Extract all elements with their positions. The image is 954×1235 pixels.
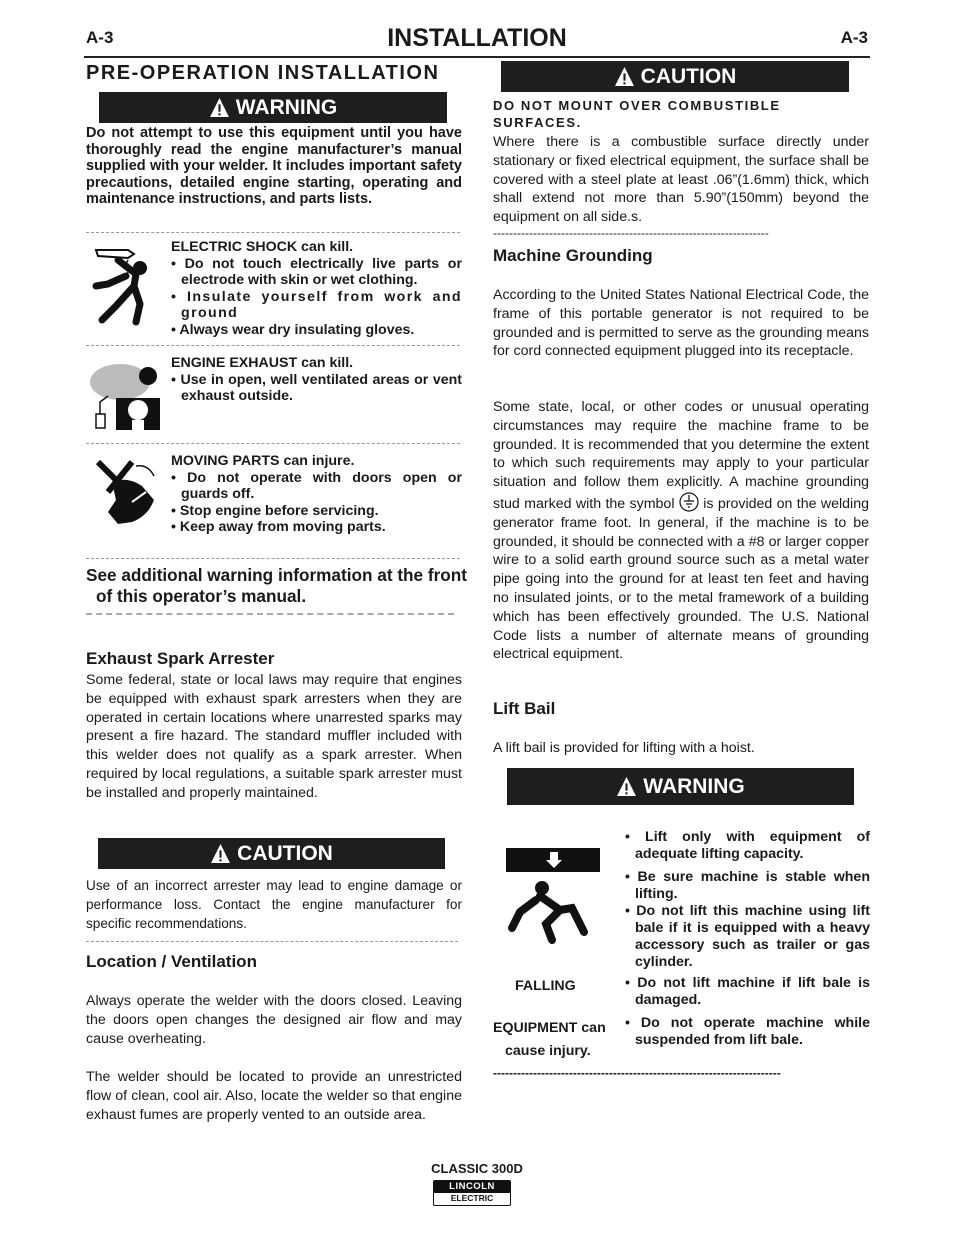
hazard-bullet: • Insulate yourself from work and ground — [171, 288, 462, 322]
falling-caption-1: FALLING — [515, 978, 576, 994]
location-heading: Location / Ventilation — [86, 952, 257, 971]
page-number-left: A-3 — [86, 28, 114, 47]
hazard-bullet: • Stop engine before servicing. — [171, 502, 379, 519]
grounding-paragraph-1: According to the United States National Electrical Code, the frame of this portable generator is not required to be grounded and is permitted to serve as the grounding means for cord connected equipment plugged into its receptacle. — [493, 287, 869, 360]
falling-equipment-icon — [506, 848, 602, 944]
hazard-moving-parts — [171, 453, 462, 536]
hazard-bullet: • Do not touch electrically live parts or electrode with skin or wet clothing. — [171, 255, 462, 289]
divider — [86, 443, 460, 444]
caution-label: CAUTION — [237, 841, 333, 865]
location-paragraph-2: The welder should be located to provide an unrestricted flow of clean, cool air. Also, locate the welder so that engine exhaust fumes are properly vented to an outside area. — [86, 1069, 462, 1123]
spark-arrester-heading: Exhaust Spark Arrester — [86, 649, 275, 668]
spark-arrester-text: Some federal, state or local laws may require that engines be equipped with exhaust spark arresters when they are operated in certain locations where unarrested sparks may present a fire hazard. The standard muffler included with this welder does not qualify as a spark arrester. When required by local regulations, a suitable spark arrester must be installed and properly maintained. — [86, 672, 462, 801]
lift-bullet: • Do not lift this machine using lift bale if it is equipped with a heavy accessory such as trailer or gas cylinder. — [625, 903, 870, 970]
divider — [86, 345, 460, 346]
grounding-paragraph-2 — [493, 398, 869, 664]
see-additional-warning: See additional warning information at the front of this operator’s manual. — [86, 565, 468, 606]
lift-bullet: • Lift only with equipment of adequate lifting capacity. — [625, 829, 870, 862]
hazard-title: MOVING PARTS can injure. — [171, 453, 355, 469]
combustible-text: Where there is a combustible surface directly under stationary or fixed electrical equipment, the surface shall be covered with a steel plate at least .06”(1.6mm) thick, which shall extend not more than 5.90”(150mm) beyond the equipment on all side.s. — [493, 134, 869, 226]
caution-text: Use of an incorrect arrester may lead to engine damage or performance loss. Contact the engine manufacturer for specific recommendations. — [86, 878, 462, 931]
moving-parts-icon — [92, 456, 162, 528]
warning-banner-right — [507, 768, 854, 805]
page-title: INSTALLATION — [387, 24, 567, 52]
divider — [86, 558, 460, 559]
footer-model: CLASSIC 300D — [431, 1161, 523, 1176]
hazard-bullet: • Do not operate with doors open or guards off. — [171, 469, 462, 503]
warning-icon — [210, 843, 231, 864]
grounding-paragraph-2b: is provided on the welding generator frame foot. In general, if the machine is to be grounded, it should be connected with a #8 or larger copper wire to a solid earth ground source such as a metal water pipe going into the ground for at least ten feet and having no insulated joints, or to the metal framework of a building which has been effectively grounded. The U.S. National Code lists a number of alternate means of grounding electrical equipment. — [493, 495, 869, 663]
logo-top: LINCOLN — [434, 1181, 510, 1193]
engine-exhaust-icon — [86, 358, 164, 436]
electric-shock-icon — [88, 246, 156, 326]
divider — [86, 941, 458, 942]
hazard-engine-exhaust — [171, 355, 462, 405]
logo-bottom: ELECTRIC — [450, 1193, 494, 1203]
section-title: PRE-OPERATION INSTALLATION — [86, 62, 440, 84]
lincoln-electric-logo — [433, 1180, 511, 1206]
grounding-heading: Machine Grounding — [493, 246, 653, 265]
divider — [86, 613, 454, 615]
ground-symbol-icon — [679, 492, 699, 512]
warning-label: WARNING — [235, 95, 338, 119]
hazard-bullet: • Keep away from moving parts. — [171, 519, 386, 536]
location-paragraph-1: Always operate the welder with the doors closed. Leaving the doors open changes the designed air flow and may cause overheating. — [86, 993, 462, 1047]
lift-bullet: • Do not lift machine if lift bale is damaged. — [625, 975, 870, 1008]
hazard-electric-shock — [171, 239, 462, 339]
caution-banner — [98, 838, 445, 869]
divider — [86, 232, 460, 233]
warning-banner — [99, 92, 447, 123]
warning-icon — [614, 66, 635, 87]
header-rule — [84, 56, 870, 58]
warning-text: Do not attempt to use this equipment until you have thoroughly read the engine manufacturer’s manual supplied with your welder. It includes important safety precautions, detailed engine starting, operating and maintenance instructions, and parts lists. — [86, 125, 462, 207]
falling-caption-2: EQUIPMENT can — [493, 1020, 606, 1036]
lift-bail-heading: Lift Bail — [493, 699, 556, 718]
caution-label: CAUTION — [640, 64, 737, 88]
hazard-bullet: • Always wear dry insulating gloves. — [171, 321, 415, 338]
grounding-paragraph-2a: Some state, local, or other codes or unusual operating circumstances may require the machine frame to be grounded. It is recommended that you determine the extent to which such requirements may apply to your particular situation and follow them explicitly. A machine grounding stud marked with the symbol — [493, 399, 869, 512]
divider-dashes: --------------------------------------------------------------------- — [493, 226, 769, 240]
hazard-bullet: • Use in open, well ventilated areas or vent exhaust outside. — [171, 371, 462, 405]
lift-bullet: • Do not operate machine while suspended from lift bale. — [625, 1015, 870, 1048]
caution-banner-right — [501, 61, 849, 92]
combustible-warning: DO NOT MOUNT OVER COMBUSTIBLE SURFACES. — [493, 98, 781, 130]
lift-bail-text: A lift bail is provided for lifting with a hoist. — [493, 740, 755, 756]
warning-label: WARNING — [643, 774, 745, 798]
page-number-right: A-3 — [840, 28, 868, 47]
warning-icon — [616, 776, 637, 797]
divider-dashes: ------------------------------------------------------------------------ — [493, 1066, 781, 1080]
lift-warning-bullets — [625, 829, 870, 1049]
warning-icon — [209, 97, 230, 118]
hazard-title: ELECTRIC SHOCK can kill. — [171, 239, 354, 255]
falling-caption-3: cause injury. — [505, 1043, 591, 1059]
hazard-title: ENGINE EXHAUST can kill. — [171, 355, 354, 371]
lift-bullet: • Be sure machine is stable when lifting. — [625, 869, 870, 902]
